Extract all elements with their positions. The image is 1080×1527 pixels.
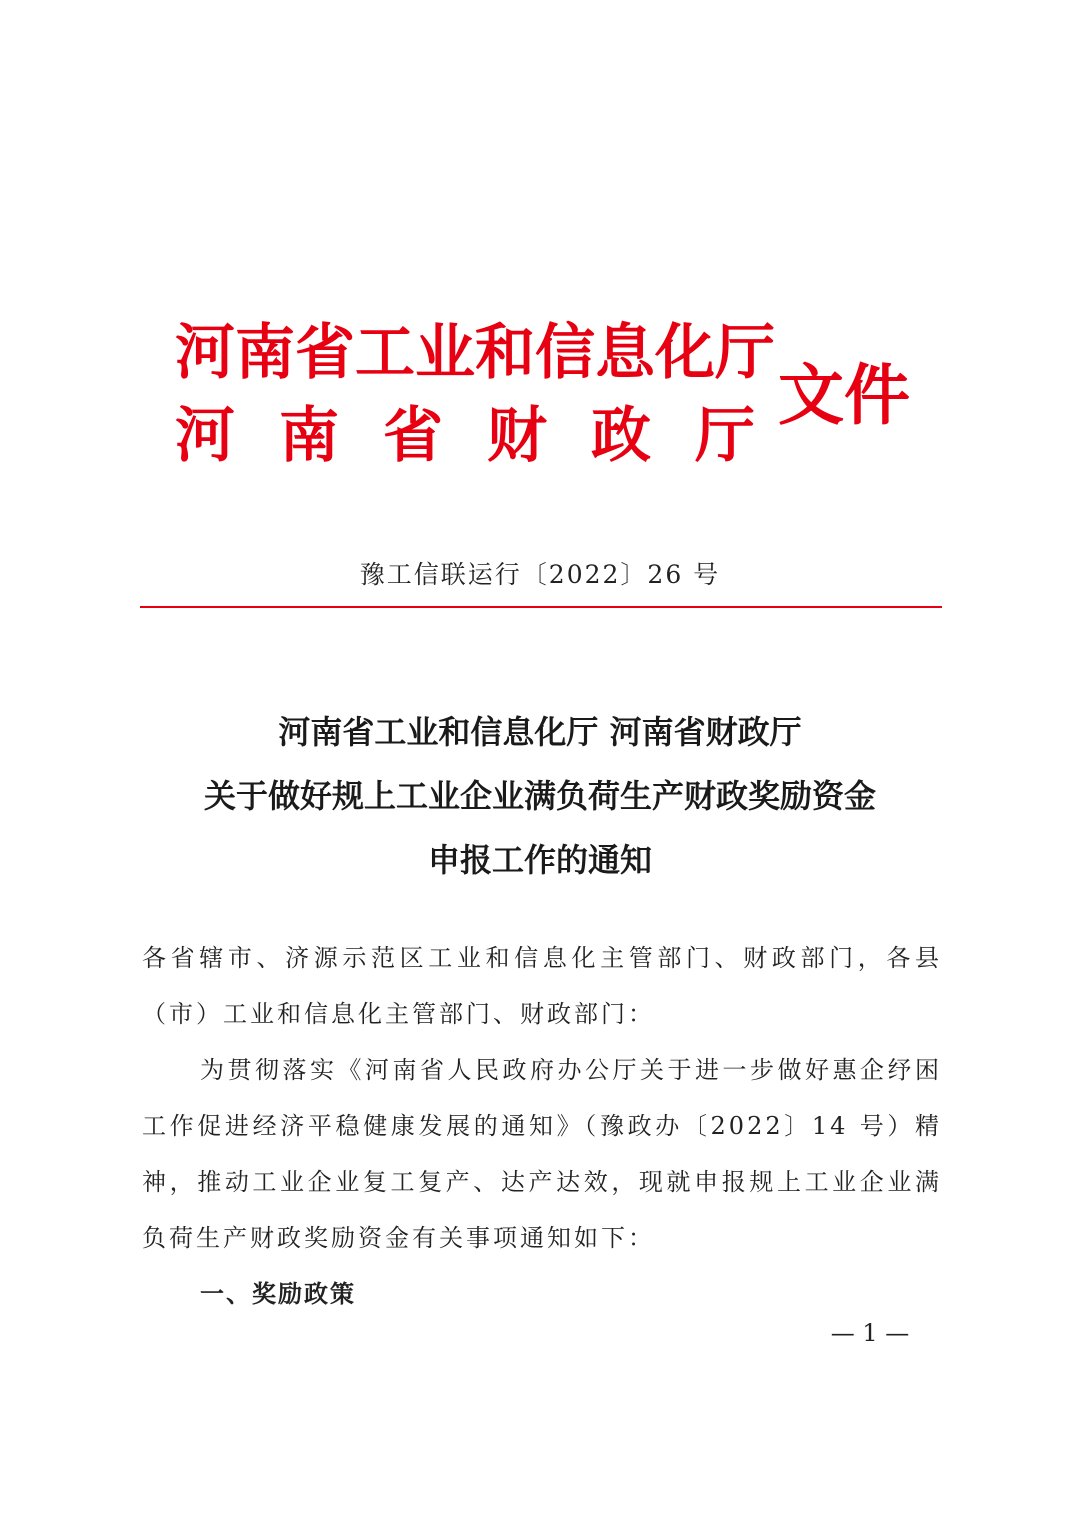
- issuer-line-finance-dept: 河南省财政厅: [175, 401, 799, 471]
- issuer-suffix-document: 文件: [778, 356, 910, 434]
- document-number: 豫工信联运行〔2022〕26 号: [359, 560, 721, 589]
- issuer-line-industry-dept: 河南省工业和信息化厅: [175, 318, 775, 388]
- section-heading: 一、奖励政策: [200, 1280, 356, 1308]
- title-line-2: 关于做好规上工业企业满负荷生产财政奖励资金: [203, 777, 876, 815]
- title-line-1: 河南省工业和信息化厅 河南省财政厅: [278, 713, 802, 751]
- salutation: 各省辖市、济源示范区工业和信息化主管部门、财政部门，各县（市）工业和信息化主管部门、财政部门：: [142, 944, 942, 1028]
- document-title: [0, 700, 1080, 892]
- red-divider-line: [140, 606, 942, 608]
- title-line-3: 申报工作的通知: [427, 841, 652, 879]
- body-paragraph: 为贯彻落实《河南省人民政府办公厅关于进一步做好惠企纾困工作促进经济平稳健康发展的通知》（豫政办〔2022〕14 号）精神，推动工业企业复工复产、达产达效，现就申报规上工业企业满负荷生产财政奖励资金有关事项通知如下：: [142, 1056, 942, 1252]
- document-body: [142, 930, 942, 1322]
- page-number: — 1 —: [830, 1319, 910, 1347]
